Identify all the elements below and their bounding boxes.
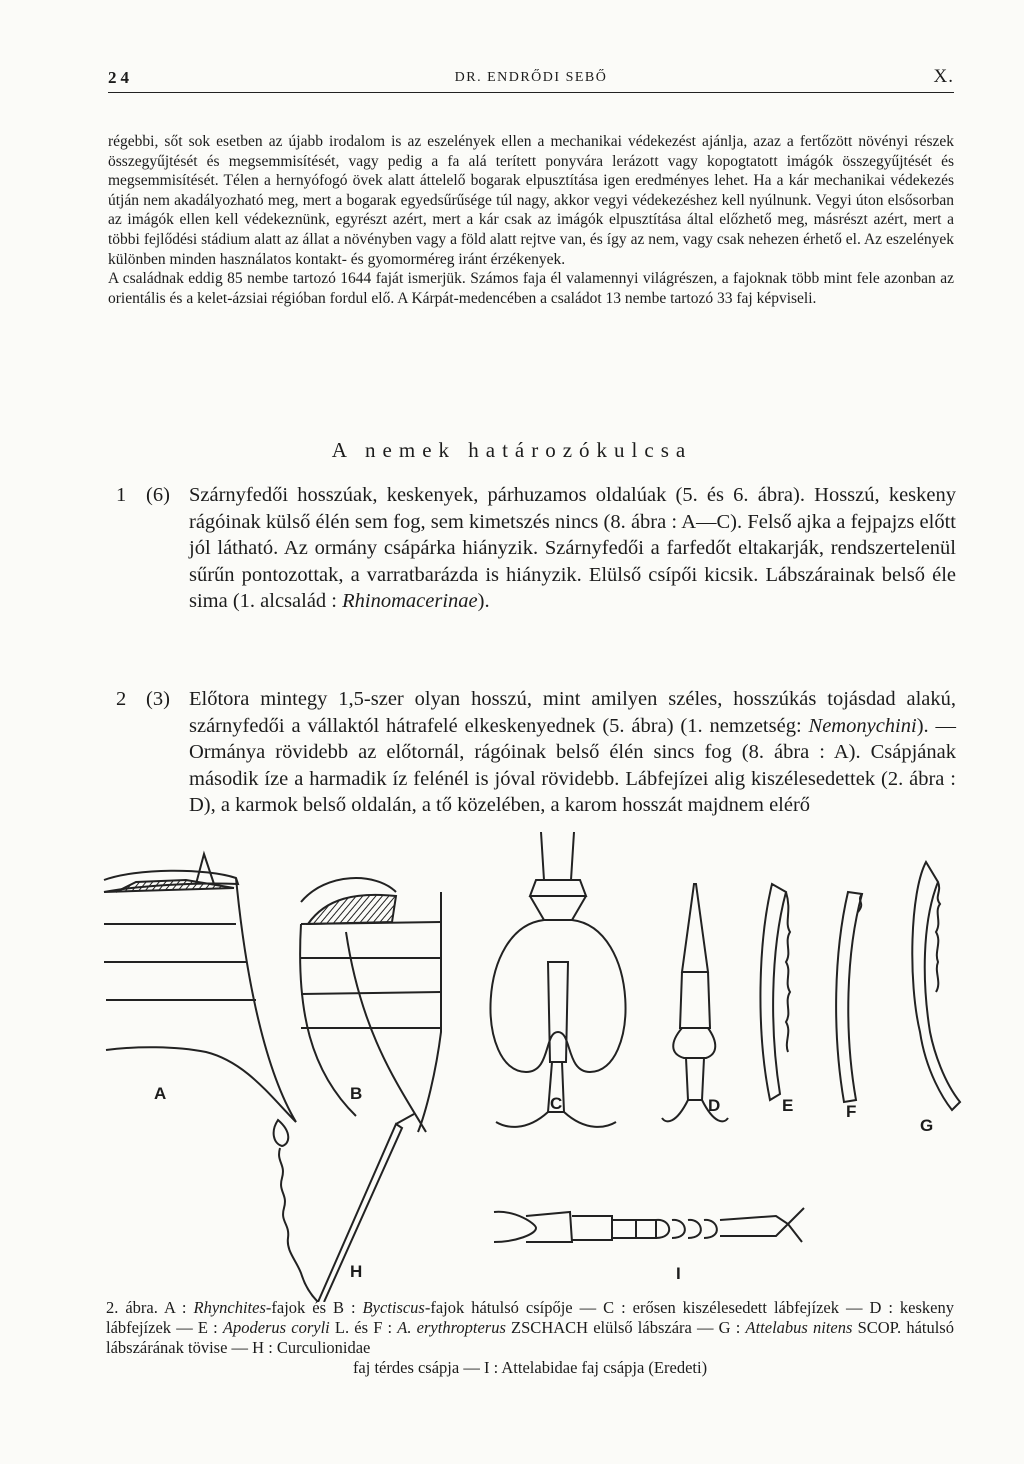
couplet-number: 2 [116,688,127,710]
intro-paragraph-2: A családnak eddig 85 nembe tartozó 1644 faját ismerjük. Számos faja él valamennyi világrészen, a fajoknak több mint fele azonban az orientális és a kelet-ázsiai régióban fordul elő. A Kárpát-medencében a családot 13 nembe tartozó 33 faj képviseli. [108,270,954,307]
caption-last-line: faj térdes csápja — I : Attelabidae faj csápja (Eredeti) [352,1358,708,1377]
couplet-text-main: Előtora mintegy 1,5-szer olyan hosszú, mint amilyen széles, hosszúkás tojásdad alakú, szárnyfedői a vállaktól hátrafelé elkeskenyednek (5. ábra) (1. nemzetség: [189,688,956,737]
drawing-a-hind-coxa [104,854,296,1122]
caption-taxon: Rhynchites [193,1298,266,1317]
caption-text: ZSCHACH elülső lábszára — G : [505,1318,746,1337]
intro-text [108,132,954,308]
caption-taxon: Attelabus nitens [745,1318,853,1337]
chapter-number: X. [933,66,954,87]
figure-label-a: A [154,1084,167,1103]
couplet-reference: (6) [146,484,170,506]
figure-label-c: C [550,1094,563,1113]
running-header [108,66,954,93]
caption-text: SCOP. hátulsó lábszárának tövise — H : Curculionidae [106,1318,954,1357]
figure-caption [106,1298,954,1378]
figure-label-i: I [676,1264,681,1283]
figure-label-d: D [708,1096,721,1115]
intro-paragraph-1: régebbi, sőt sok esetben az újabb irodalom is az eszelények ellen a mechanikai védekezést ajánlja, azaz a fertőzött növényi részek összegyűjtését és megsemmisítését, vagy pedig a fa alá terített ponyvára lerázott vagy kopogtatott imágók összegyűjtését és megsemmisítését. Télen a hernyófogó övek alatt áttelelő bogarak elpusztítása igen eredményes lehet. Ha a kár mechanikai védekezés útján nem akadályozható meg, mert a bogarak egyedsűrűsége túl nagy, akkor vegyi védekezéshez kell nyúlnunk. Vegyi úton elsősorban az imágók ellen kell védekeznünk, egyrészt azért, mert a kár csak az imágók elpusztítása által előzhető meg, másrészt azért, mert a többi fejlődési stádium alatt az állat a növényben vagy a föld alatt rejtve van, és így az nem, vagy csak nehezen érhető el. Az eszelények különben minden használatos kontakt- és gyomorméreg iránt érzékenyek. [108,133,954,268]
drawing-i-antenna [494,1208,804,1242]
drawing-e-fore-tibia [760,884,790,1100]
figure-label-g: G [920,1116,934,1135]
couplet-number: 1 [116,484,127,506]
caption-taxon: Apoderus coryli [222,1318,330,1337]
key-title: A nemek határozókulcsa [331,438,693,462]
couplet-text-end: ). — Ormánya rövidebb az előtornál, rágóinak belső élén sincs fog (8. ábra : A). Csápjának második íze a harmadik íz felénél is jóval rövidebb. Lábfejízei alig kiszélesedettek (2. ábra : D), a karmok belső oldalán, a tő közelében, a karom hosszát majdnem elérő [189,714,956,817]
figure-label-f: F [846,1102,857,1121]
couplet-text-end: ). [477,590,490,613]
caption-text: L. és F : [329,1318,398,1337]
couplet-text [189,686,956,819]
couplet-text-main: Szárnyfedői hosszúak, keskenyek, párhuzamos oldalúak (5. és 6. ábra). Hosszú, keskeny rágóinak külső élén sem fog, sem kimetszés nincs (8. ábra : A—C). Felső ajka a fejpajzs előtt jól látható. Az ormány csápárka hiányzik. Szárnyfedői a farfedőt eltakarják, rendszertelenül sűrűn pontozottak, a varratbarázda is hiányzik. Elülső csípői kicsik. Lábszárainak belső éle sima (1. alcsalád : [189,484,956,613]
drawing-c-broad-tarsi [490,832,625,1127]
couplet-reference: (3) [146,688,170,710]
couplet-text-taxon: Nemonychini [808,714,917,737]
drawing-g-tibial-spur [912,862,960,1110]
figure-label-e: E [782,1096,794,1115]
drawing-h-geniculate-antenna [274,1114,414,1302]
caption-text: -fajok hátulsó csípője — C : erősen kiszélesedett lábfejízek — D : keskeny lábfejízek — E : [106,1298,954,1337]
key-couplet-2 [116,686,956,819]
caption-taxon: Byctiscus [362,1298,425,1317]
running-head-author: DR. ENDRŐDI SEBŐ [454,70,608,85]
figure-label-h: H [350,1262,363,1281]
page-number: 24 [108,68,133,87]
key-couplet-1 [116,482,956,615]
caption-text: -fajok és B : [265,1298,363,1317]
drawing-f-fore-tibia [836,892,862,1102]
figure-label-b: B [350,1084,363,1103]
couplet-text-taxon: Rhinomacerinae [342,590,478,613]
caption-taxon: A. erythropterus [397,1318,506,1337]
couplet-text [189,482,956,615]
drawing-d-narrow-tarsi [662,884,728,1121]
figure-drawings [96,832,966,1302]
caption-text: 2. ábra. A : [106,1298,194,1317]
drawing-b-hind-coxa [300,878,441,1132]
